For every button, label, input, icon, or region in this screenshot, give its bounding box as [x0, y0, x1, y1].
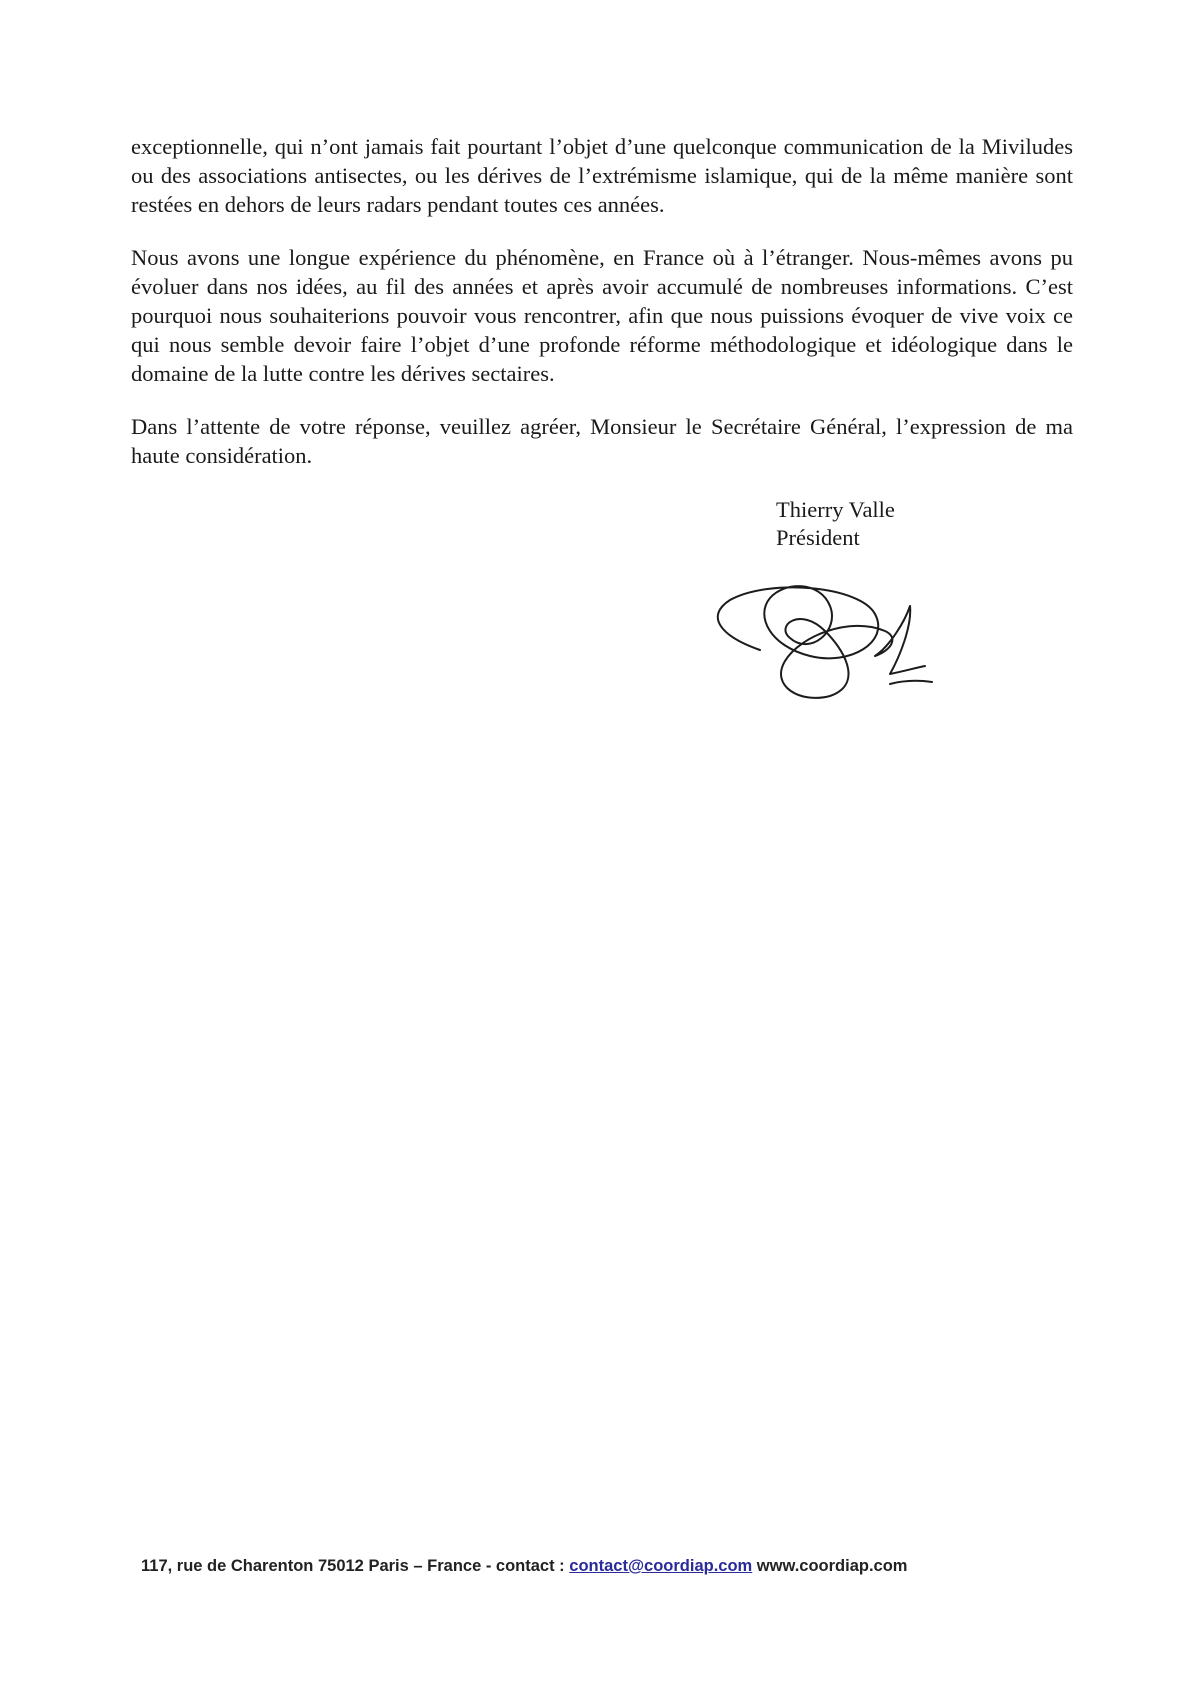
page-footer: [141, 1557, 907, 1576]
signatory-name: Thierry Valle: [776, 497, 895, 522]
footer-email-link[interactable]: contact@coordiap.com: [569, 1557, 753, 1575]
paragraph-2: Nous avons une longue expérience du phénomène, en France où à l’étranger. Nous-mêmes avons pu évoluer dans nos idées, au fil des années et après avoir accumulé de nombreuses informations. C’est pourquoi nous souhaiterions pouvoir vous rencontrer, afin que nous puissions évoquer de vive voix ce qui nous semble devoir faire l’objet d’une profonde réforme méthodologique et idéologique dans le domaine de la lutte contre les dérives sectaires.: [131, 245, 1073, 386]
footer-website[interactable]: www.coordiap.com: [752, 1557, 908, 1575]
paragraph-1: exceptionnelle, qui n’ont jamais fait pourtant l’objet d’une quelconque communication de la Miviludes ou des associations antisectes, ou les dérives de l’extrémisme islamique, qui de la même manière sont restées en dehors de leurs radars pendant toutes ces années.: [131, 134, 1073, 217]
signatory-block: [776, 496, 895, 552]
handwritten-signature: [700, 576, 960, 710]
paragraph-3: Dans l’attente de votre réponse, veuillez agréer, Monsieur le Secrétaire Général, l’expression de ma haute considération.: [131, 414, 1073, 468]
signatory-title: Président: [776, 525, 860, 550]
letter-body: [131, 132, 1073, 494]
footer-address: 117, rue de Charenton 75012 Paris – France - contact :: [141, 1557, 570, 1575]
